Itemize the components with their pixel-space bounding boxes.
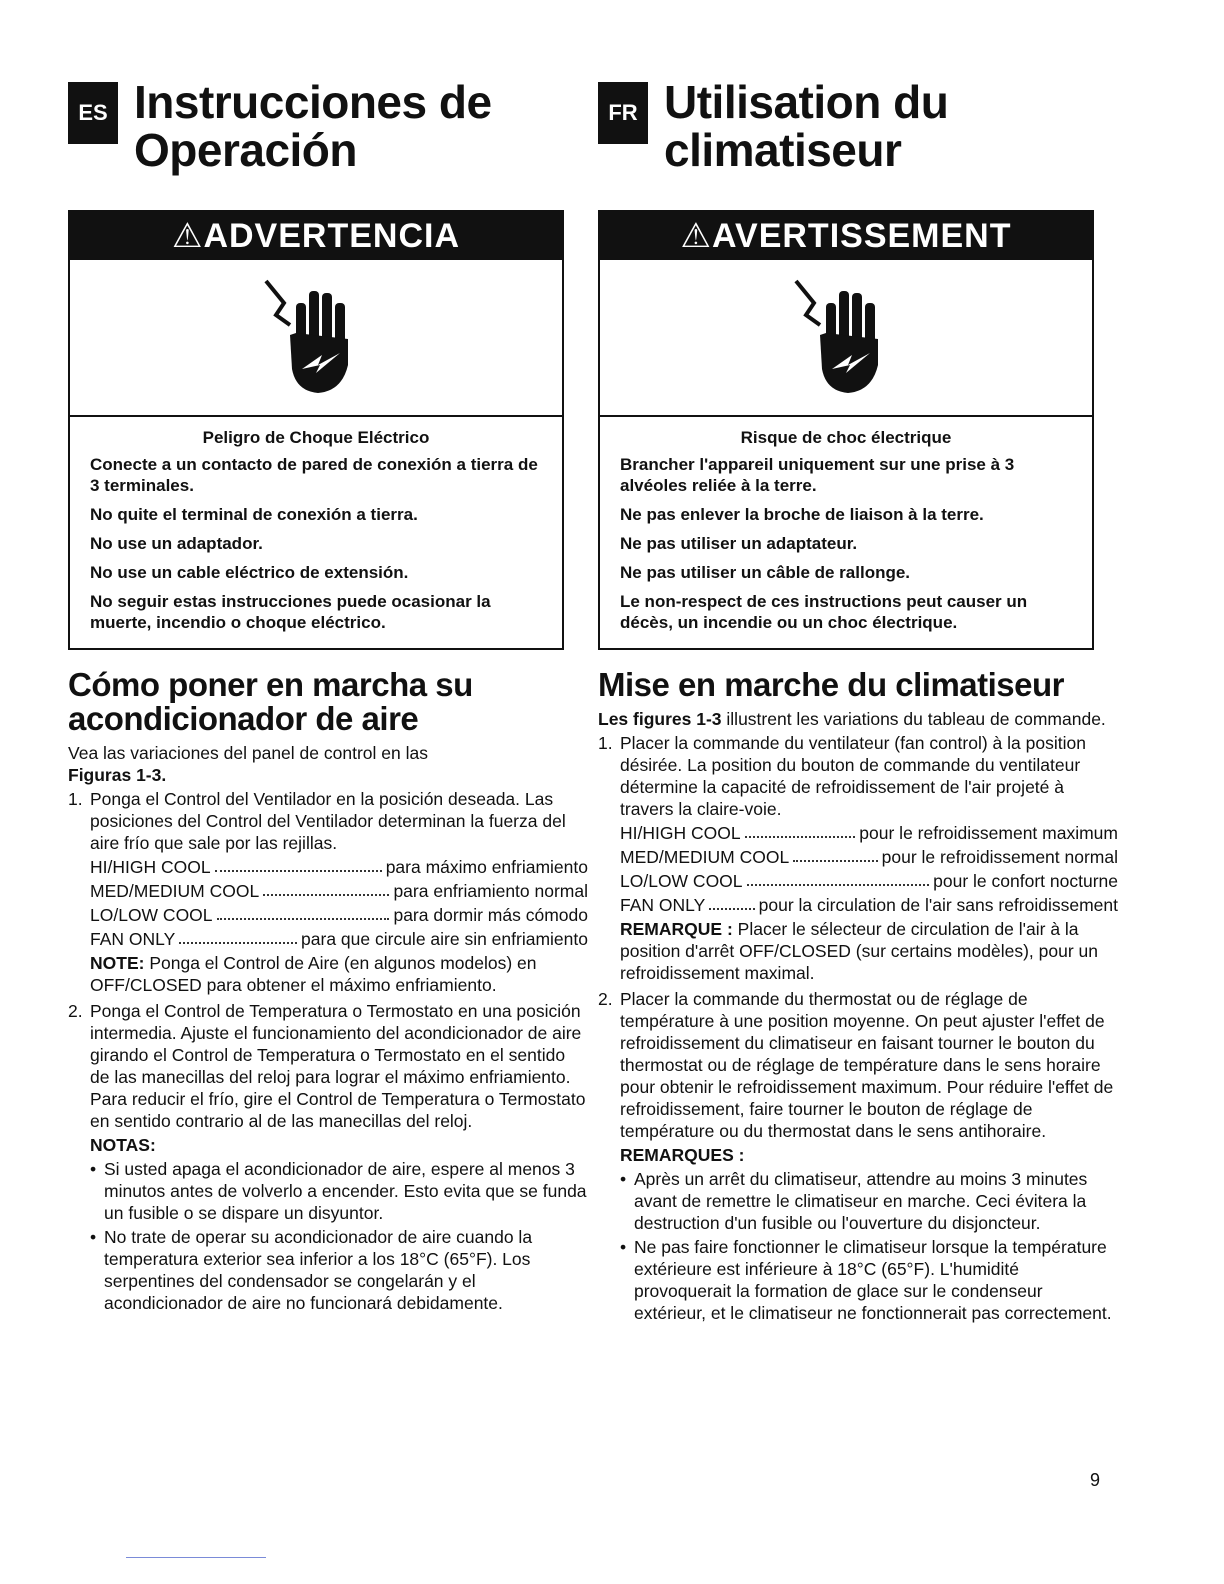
setting-value: pour le refroidissement maximum xyxy=(859,823,1118,843)
spanish-step-1-text: Ponga el Control del Ventilador en la posición deseada. Las posiciones del Control del Ventilador determinan la fuerza del aire frío que sale por las rejillas. xyxy=(90,789,566,853)
setting-value: para dormir más cómodo xyxy=(393,905,588,925)
setting-label: FAN ONLY xyxy=(620,895,706,915)
bullet-icon: • xyxy=(620,1169,627,1189)
french-note xyxy=(620,918,1118,984)
note-text: Ponga el Control de Aire (en algunos modelos) en OFF/CLOSED para obtener el máximo enfriamiento. xyxy=(90,953,537,995)
setting-label: FAN ONLY xyxy=(90,929,176,949)
spanish-warning-line: No quite el terminal de conexión a tierra. xyxy=(90,505,418,524)
step-number: 2. xyxy=(68,1001,83,1021)
setting-row xyxy=(90,904,588,926)
spanish-operation-section xyxy=(68,668,588,1314)
setting-row xyxy=(620,846,1118,868)
french-intro xyxy=(598,708,1118,730)
list-item xyxy=(90,1158,588,1224)
french-intro-text: illustrent les variations du tableau de commande. xyxy=(726,709,1106,729)
french-warning-line: Brancher l'appareil uniquement sur une prise à 3 alvéoles reliée à la terre. xyxy=(620,455,1015,495)
french-title: Utilisation du climatiseur xyxy=(664,76,949,176)
spanish-step-1 xyxy=(68,788,588,998)
step-number: 1. xyxy=(68,789,83,809)
setting-value: para máximo enfriamiento xyxy=(385,857,588,877)
french-intro-figures: Les figures 1-3 xyxy=(598,709,722,729)
list-item xyxy=(620,1168,1118,1234)
french-warning-line: Le non-respect de ces instructions peut causer un décès, un incendie ou un choc électrique. xyxy=(620,592,1028,632)
list-item xyxy=(90,1226,588,1314)
spanish-warning-line: No seguir estas instrucciones puede ocasionar la muerte, incendio o choque eléctrico. xyxy=(90,592,491,632)
spanish-warning-label: ⚠ADVERTENCIA xyxy=(70,212,562,260)
setting-row xyxy=(90,880,588,902)
spanish-note xyxy=(90,952,588,996)
spanish-warning-line: No use un cable eléctrico de extensión. xyxy=(90,563,409,582)
spanish-step-2-text: Ponga el Control de Temperatura o Termostato en una posición intermedia. Ajuste el funcionamiento del acondicionador de aire girando el Control de Temperatura o Termostato en el sentido de las manecillas del reloj para lograr el máximo enfriamiento. Para reducir el frío, gire el Control de Temperatura o Termostato en sentido contrario al de las manecillas del reloj. xyxy=(90,1001,586,1131)
setting-label: HI/HIGH COOL xyxy=(620,823,741,843)
step-number: 1. xyxy=(598,733,613,753)
setting-label: LO/LOW COOL xyxy=(90,905,213,925)
bullet-text: No trate de operar su acondicionador de aire cuando la temperatura exterior sea inferior a los 18°C (65°F). Los serpentines del condensador se congelarán y el acondicionador de aire no funcionará debidamente. xyxy=(104,1227,533,1313)
setting-label: MED/MEDIUM COOL xyxy=(90,881,260,901)
french-warning-line: Ne pas utiliser un câble de rallonge. xyxy=(620,563,911,582)
bullet-text: Après un arrêt du climatiseur, attendre au moins 3 minutes avant de remettre le climatiseur en marche. Ceci évitera la destruction d'un fusible ou l'ouverture du disjoncteur. xyxy=(634,1169,1088,1233)
bullet-text: Ne pas faire fonctionner le climatiseur lorsque la température extérieure est inférieure à 18°C (65°F). L'humidité provoquerait la formation de glace sur le condenseur extérieur, et le climatiseur ne fonctionnerait pas correctement. xyxy=(634,1237,1112,1323)
spanish-intro-text: Vea las variaciones del panel de control en las xyxy=(68,743,428,763)
french-step-1 xyxy=(598,732,1118,986)
spanish-notes-label: NOTAS: xyxy=(90,1135,156,1155)
step-number: 2. xyxy=(598,989,613,1009)
french-step-2 xyxy=(598,988,1118,1324)
spanish-warning-text xyxy=(70,417,562,633)
spanish-warning-line: Conecte a un contacto de pared de conexión a tierra de 3 terminales. xyxy=(90,455,538,495)
setting-row xyxy=(90,928,588,950)
setting-value: pour le confort nocturne xyxy=(933,871,1118,891)
french-section-title: Mise en marche du climatiseur xyxy=(598,666,1065,703)
bullet-icon: • xyxy=(620,1237,627,1257)
note-label: REMARQUE : xyxy=(620,919,733,939)
french-notes-label: REMARQUES : xyxy=(620,1145,745,1165)
french-shock-graphic xyxy=(600,260,1092,417)
note-label: NOTE: xyxy=(90,953,145,973)
setting-row xyxy=(620,894,1118,916)
page-number: 9 xyxy=(1090,1470,1101,1490)
french-header xyxy=(598,78,948,174)
spanish-step-2 xyxy=(68,1000,588,1314)
spanish-intro-figures: Figuras 1-3. xyxy=(68,765,167,785)
french-warning-box xyxy=(598,210,1094,650)
french-hazard-title: Risque de choc électrique xyxy=(740,428,952,447)
setting-value: para enfriamiento normal xyxy=(393,881,588,901)
spanish-body xyxy=(68,742,588,1314)
electric-shock-hand-icon xyxy=(786,273,906,403)
bullet-icon: • xyxy=(90,1159,97,1179)
setting-label: LO/LOW COOL xyxy=(620,871,743,891)
spanish-warning-line: No use un adaptador. xyxy=(90,534,263,553)
spanish-intro xyxy=(68,742,588,786)
setting-value: pour la circulation de l'air sans refroidissement xyxy=(758,895,1118,915)
note-text: Placer le sélecteur de circulation de l'air à la position d'arrêt OFF/CLOSED (sur certains modèles), pour un refroidissement maximal. xyxy=(620,919,1098,983)
footer-divider xyxy=(126,1557,266,1558)
setting-row xyxy=(620,822,1118,844)
spanish-section-title: Cómo poner en marcha su acondicionador de aire xyxy=(68,666,473,737)
setting-row xyxy=(620,870,1118,892)
french-body xyxy=(598,708,1118,1324)
french-operation-section xyxy=(598,668,1118,1324)
french-step-2-text: Placer la commande du thermostat ou de réglage de température à une position moyenne. On peut ajuster l'effet de refroidissement du climatiseur en faisant tourner le bouton du thermostat ou de réglage de température dans le sens horaire pour obtenir le refroidissement maximum. Pour réduire l'effet de refroidissement, faire tourner le bouton de réglage de température ou du thermostat dans le sens antihoraire. xyxy=(620,989,1114,1141)
es-language-badge: ES xyxy=(68,82,118,144)
spanish-hazard-title: Peligro de Choque Eléctrico xyxy=(202,428,430,447)
french-warning-line: Ne pas utiliser un adaptateur. xyxy=(620,534,858,553)
bullet-text: Si usted apaga el acondicionador de aire, espere al menos 3 minutos antes de volverlo a encender. Esto evita que se funda un fusible o se dispare un disyuntor. xyxy=(104,1159,587,1223)
french-warning-line: Ne pas enlever la broche de liaison à la terre. xyxy=(620,505,984,524)
french-warning-label: ⚠AVERTISSEMENT xyxy=(600,212,1092,260)
electric-shock-hand-icon xyxy=(256,273,376,403)
french-step-1-text: Placer la commande du ventilateur (fan control) à la position désirée. La position du bouton de commande du ventilateur détermine la capacité de refroidissement de l'air projeté à travers la claire-voie. xyxy=(620,733,1086,819)
spanish-warning-box xyxy=(68,210,564,650)
list-item xyxy=(620,1236,1118,1324)
spanish-shock-graphic xyxy=(70,260,562,417)
setting-label: MED/MEDIUM COOL xyxy=(620,847,790,867)
bullet-icon: • xyxy=(90,1227,97,1247)
french-warning-text xyxy=(600,417,1092,633)
setting-value: pour le refroidissement normal xyxy=(881,847,1118,867)
fr-language-badge: FR xyxy=(598,82,648,144)
setting-row xyxy=(90,856,588,878)
setting-label: HI/HIGH COOL xyxy=(90,857,211,877)
setting-value: para que circule aire sin enfriamiento xyxy=(301,929,588,949)
spanish-title: Instrucciones de Operación xyxy=(134,76,492,176)
spanish-header xyxy=(68,78,492,174)
